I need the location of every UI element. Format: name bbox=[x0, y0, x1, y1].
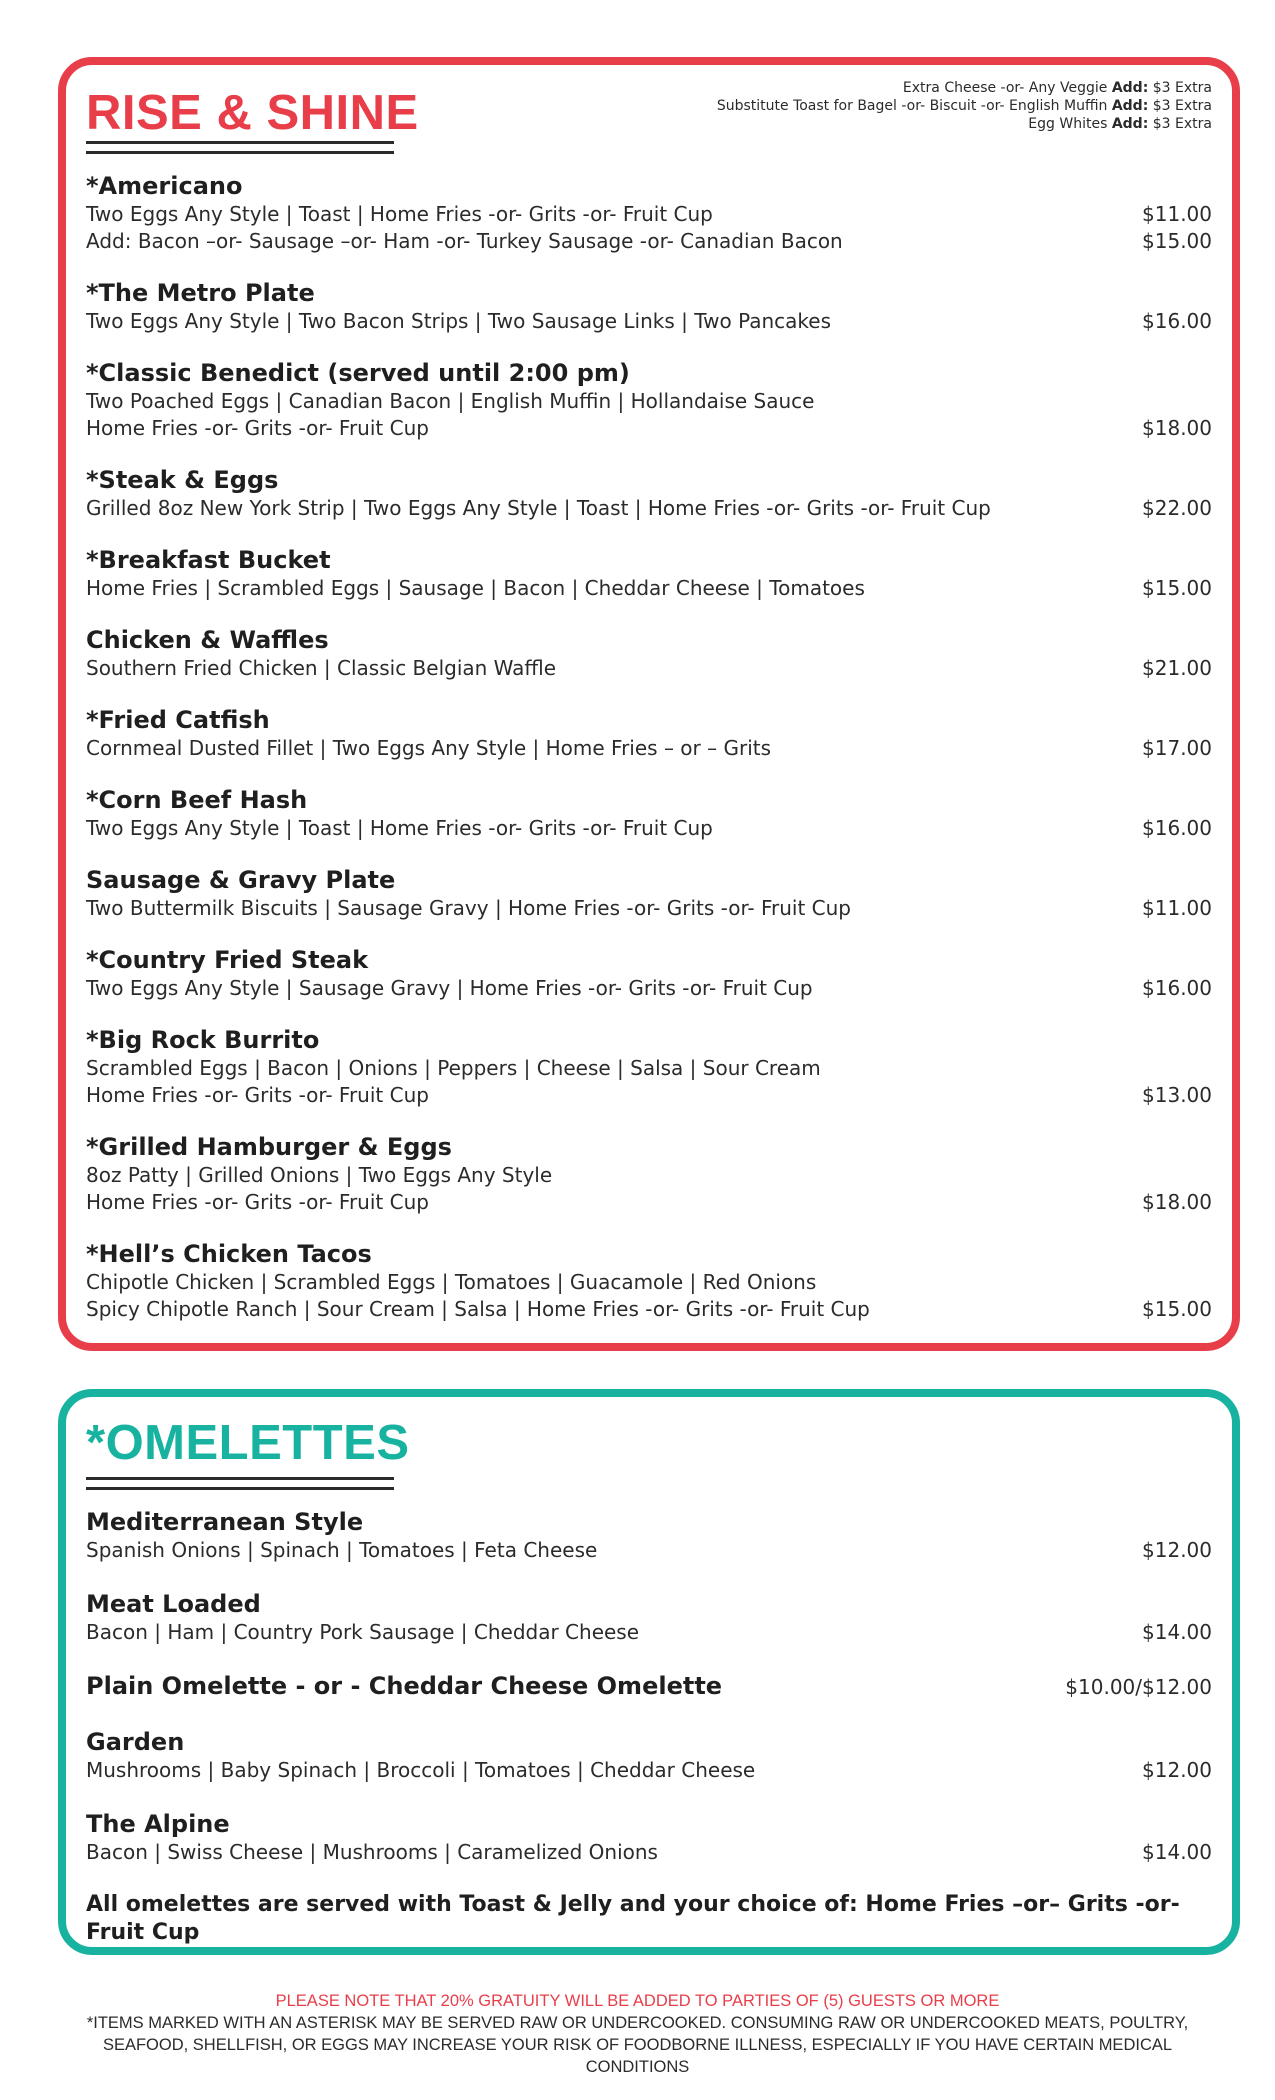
menu-item-name: Plain Omelette - or - Cheddar Cheese Omelette bbox=[86, 1672, 723, 1700]
menu-item-description: Chipotle Chicken | Scrambled Eggs | Tomatoes | Guacamole | Red Onions bbox=[86, 1270, 817, 1294]
menu-item bbox=[86, 278, 1212, 335]
menu-item-description: Two Buttermilk Biscuits | Sausage Gravy | Home Fries -or- Grits -or- Fruit Cup bbox=[86, 896, 851, 920]
menu-item bbox=[86, 358, 1212, 442]
menu-item-description: Home Fries -or- Grits -or- Fruit Cup bbox=[86, 1190, 429, 1214]
menu-item-description: Southern Fried Chicken | Classic Belgian Waffle bbox=[86, 656, 557, 680]
menu-item-description-line bbox=[86, 1619, 1212, 1646]
extra-text: Extra Cheese -or- Any Veggie bbox=[902, 80, 1108, 96]
menu-item bbox=[86, 1727, 1212, 1784]
menu-item-description: Two Eggs Any Style | Two Bacon Strips | Two Sausage Links | Two Pancakes bbox=[86, 309, 832, 333]
menu-item-description: Two Eggs Any Style | Toast | Home Fries -or- Grits -or- Fruit Cup bbox=[86, 816, 713, 840]
menu-item-description-line bbox=[86, 495, 1212, 522]
menu-item-price: $13.00 bbox=[1142, 1083, 1212, 1107]
menu-item-price: $12.00 bbox=[1142, 1758, 1212, 1782]
rise-and-shine-section bbox=[58, 57, 1240, 1351]
menu-item-description: Spanish Onions | Spinach | Tomatoes | Feta Cheese bbox=[86, 1538, 598, 1562]
extra-text: Substitute Toast for Bagel -or- Biscuit -or- English Muffin bbox=[716, 98, 1108, 114]
menu-item-description-line bbox=[86, 1839, 1212, 1866]
menu-item-description: Home Fries -or- Grits -or- Fruit Cup bbox=[86, 1083, 429, 1107]
extras-list bbox=[717, 79, 1212, 133]
extras-line bbox=[717, 97, 1212, 115]
menu-item-price: $15.00 bbox=[1142, 1297, 1212, 1321]
menu-item-name: *Hell’s Chicken Tacos bbox=[86, 1240, 372, 1268]
extras-line bbox=[717, 79, 1212, 97]
menu-item-description-line bbox=[86, 228, 1212, 255]
menu-item-price: $18.00 bbox=[1142, 416, 1212, 440]
menu-item-name: *Classic Benedict (served until 2:00 pm) bbox=[86, 359, 630, 387]
menu-item-description-line bbox=[86, 1757, 1212, 1784]
menu-item-price: $15.00 bbox=[1142, 576, 1212, 600]
menu-item-price: $16.00 bbox=[1142, 309, 1212, 333]
section-title-rise-and-shine: RISE & SHINE bbox=[86, 86, 419, 140]
menu-item-description-line bbox=[86, 1162, 1212, 1189]
extra-add-label: Add: bbox=[1111, 98, 1149, 114]
extra-price: $3 Extra bbox=[1152, 98, 1212, 114]
omelettes-section bbox=[58, 1389, 1240, 1955]
menu-item-price: $11.00 bbox=[1142, 202, 1212, 226]
menu-item-description: Cornmeal Dusted Fillet | Two Eggs Any Style | Home Fries – or – Grits bbox=[86, 736, 772, 760]
menu-item-description: Home Fries | Scrambled Eggs | Sausage | Bacon | Cheddar Cheese | Tomatoes bbox=[86, 576, 865, 600]
menu-item-description-line bbox=[86, 815, 1212, 842]
menu-item-description-line bbox=[86, 1537, 1212, 1564]
menu-item-name: *Americano bbox=[86, 172, 243, 200]
menu-item-description-line bbox=[86, 1082, 1212, 1109]
menu-item-description-line bbox=[86, 575, 1212, 602]
consumer-advisory: *ITEMS MARKED WITH AN ASTERISK MAY BE SERVED RAW OR UNDERCOOKED. CONSUMING RAW OR UNDERCOOKED MEATS, POULTRY, SEAFOOD, SHELLFISH, OR EGGS MAY INCREASE YOUR RISK OF FOODBORNE ILLNESS, ESPECIALLY IF YOU HAVE CERTAIN MEDICAL CONDITIONS bbox=[86, 2014, 1189, 2076]
menu-item-name: *The Metro Plate bbox=[86, 279, 315, 307]
menu-item bbox=[86, 1025, 1212, 1109]
menu-item bbox=[86, 785, 1212, 842]
menu-item-description: Mushrooms | Baby Spinach | Broccoli | Tomatoes | Cheddar Cheese bbox=[86, 1758, 756, 1782]
menu-item bbox=[86, 1507, 1212, 1564]
menu-item-description: Grilled 8oz New York Strip | Two Eggs Any Style | Toast | Home Fries -or- Grits -or- Fruit Cup bbox=[86, 496, 991, 520]
menu-item-description: Spicy Chipotle Ranch | Sour Cream | Salsa | Home Fries -or- Grits -or- Fruit Cup bbox=[86, 1297, 870, 1321]
menu-item-description-line bbox=[86, 1055, 1212, 1082]
footer-notes bbox=[0, 1990, 1275, 2078]
menu-item-price: $11.00 bbox=[1142, 896, 1212, 920]
menu-item bbox=[86, 171, 1212, 255]
menu-item-headline bbox=[86, 1671, 1212, 1702]
menu-item bbox=[86, 1589, 1212, 1646]
menu-item-description-line bbox=[86, 1269, 1212, 1296]
menu-item-description-line bbox=[86, 895, 1212, 922]
menu-item-name: *Grilled Hamburger & Eggs bbox=[86, 1133, 452, 1161]
menu-item-description-line bbox=[86, 735, 1212, 762]
menu-item-name: Mediterranean Style bbox=[86, 1508, 364, 1536]
menu-item-price: $22.00 bbox=[1142, 496, 1212, 520]
menu-item-description-line bbox=[86, 415, 1212, 442]
menu-item bbox=[86, 705, 1212, 762]
extra-price: $3 Extra bbox=[1152, 116, 1212, 132]
menu-item-description: Bacon | Ham | Country Pork Sausage | Cheddar Cheese bbox=[86, 1620, 640, 1644]
menu-item-price: $14.00 bbox=[1142, 1840, 1212, 1864]
menu-item-price: $15.00 bbox=[1142, 229, 1212, 253]
menu-item-description: Home Fries -or- Grits -or- Fruit Cup bbox=[86, 416, 429, 440]
menu-item-description-line bbox=[86, 655, 1212, 682]
menu-item bbox=[86, 625, 1212, 682]
menu-item-name: Chicken & Waffles bbox=[86, 626, 329, 654]
menu-item-name: *Corn Beef Hash bbox=[86, 786, 308, 814]
menu-item bbox=[86, 945, 1212, 1002]
menu-item-name: *Breakfast Bucket bbox=[86, 546, 331, 574]
rise-menu-items bbox=[86, 171, 1212, 1346]
section-title-omelettes: *OMELETTES bbox=[86, 1416, 410, 1470]
menu-item-price: $10.00/$12.00 bbox=[1065, 1675, 1212, 1699]
menu-item-description: Two Poached Eggs | Canadian Bacon | English Muffin | Hollandaise Sauce bbox=[86, 389, 815, 413]
menu-item-description-line bbox=[86, 1189, 1212, 1216]
menu-item-name: *Fried Catfish bbox=[86, 706, 270, 734]
extra-text: Egg Whites bbox=[1028, 116, 1108, 132]
menu-item-description: Scrambled Eggs | Bacon | Onions | Peppers | Cheese | Salsa | Sour Cream bbox=[86, 1056, 821, 1080]
menu-item bbox=[86, 1132, 1212, 1216]
menu-item-description-line bbox=[86, 308, 1212, 335]
gratuity-notice: PLEASE NOTE THAT 20% GRATUITY WILL BE ADDED TO PARTIES OF (5) GUESTS OR MORE bbox=[275, 1992, 1000, 2010]
menu-item-name: Garden bbox=[86, 1728, 185, 1756]
extra-add-label: Add: bbox=[1111, 116, 1149, 132]
menu-item-name: *Country Fried Steak bbox=[86, 946, 369, 974]
menu-item bbox=[86, 865, 1212, 922]
menu-item-name: The Alpine bbox=[86, 1810, 230, 1838]
menu-item bbox=[86, 1809, 1212, 1866]
omelette-menu-items bbox=[86, 1507, 1212, 1947]
extras-line bbox=[717, 115, 1212, 133]
menu-item-description: 8oz Patty | Grilled Onions | Two Eggs Any Style bbox=[86, 1163, 553, 1187]
menu-item-price: $16.00 bbox=[1142, 976, 1212, 1000]
menu-item-name: Meat Loaded bbox=[86, 1590, 261, 1618]
menu-item-description-line bbox=[86, 388, 1212, 415]
menu-item bbox=[86, 1671, 1212, 1702]
menu-item-description: Add: Bacon –or- Sausage –or- Ham -or- Turkey Sausage -or- Canadian Bacon bbox=[86, 229, 843, 253]
menu-item-price: $16.00 bbox=[1142, 816, 1212, 840]
menu-item-description-line bbox=[86, 201, 1212, 228]
menu-item bbox=[86, 545, 1212, 602]
menu-item-price: $17.00 bbox=[1142, 736, 1212, 760]
menu-item bbox=[86, 1239, 1212, 1323]
menu-item-description-line bbox=[86, 1296, 1212, 1323]
menu-item-description: Two Eggs Any Style | Toast | Home Fries -or- Grits -or- Fruit Cup bbox=[86, 202, 713, 226]
omelette-sides-note: All omelettes are served with Toast & Jelly and your choice of: Home Fries –or– Grits -or- Fruit Cup bbox=[86, 1892, 1180, 1945]
menu-item-description: Bacon | Swiss Cheese | Mushrooms | Caramelized Onions bbox=[86, 1840, 658, 1864]
title-underline bbox=[86, 1477, 394, 1490]
menu-item bbox=[86, 465, 1212, 522]
menu-item-price: $12.00 bbox=[1142, 1538, 1212, 1562]
title-underline bbox=[86, 141, 394, 154]
menu-item-name: *Steak & Eggs bbox=[86, 466, 279, 494]
menu-item-price: $14.00 bbox=[1142, 1620, 1212, 1644]
menu-item-price: $21.00 bbox=[1142, 656, 1212, 680]
extra-price: $3 Extra bbox=[1152, 80, 1212, 96]
menu-item-description: Two Eggs Any Style | Sausage Gravy | Home Fries -or- Grits -or- Fruit Cup bbox=[86, 976, 813, 1000]
menu-item-name: *Big Rock Burrito bbox=[86, 1026, 320, 1054]
menu-item-price: $18.00 bbox=[1142, 1190, 1212, 1214]
menu-item-description-line bbox=[86, 975, 1212, 1002]
menu-item-name: Sausage & Gravy Plate bbox=[86, 866, 396, 894]
extra-add-label: Add: bbox=[1111, 80, 1149, 96]
